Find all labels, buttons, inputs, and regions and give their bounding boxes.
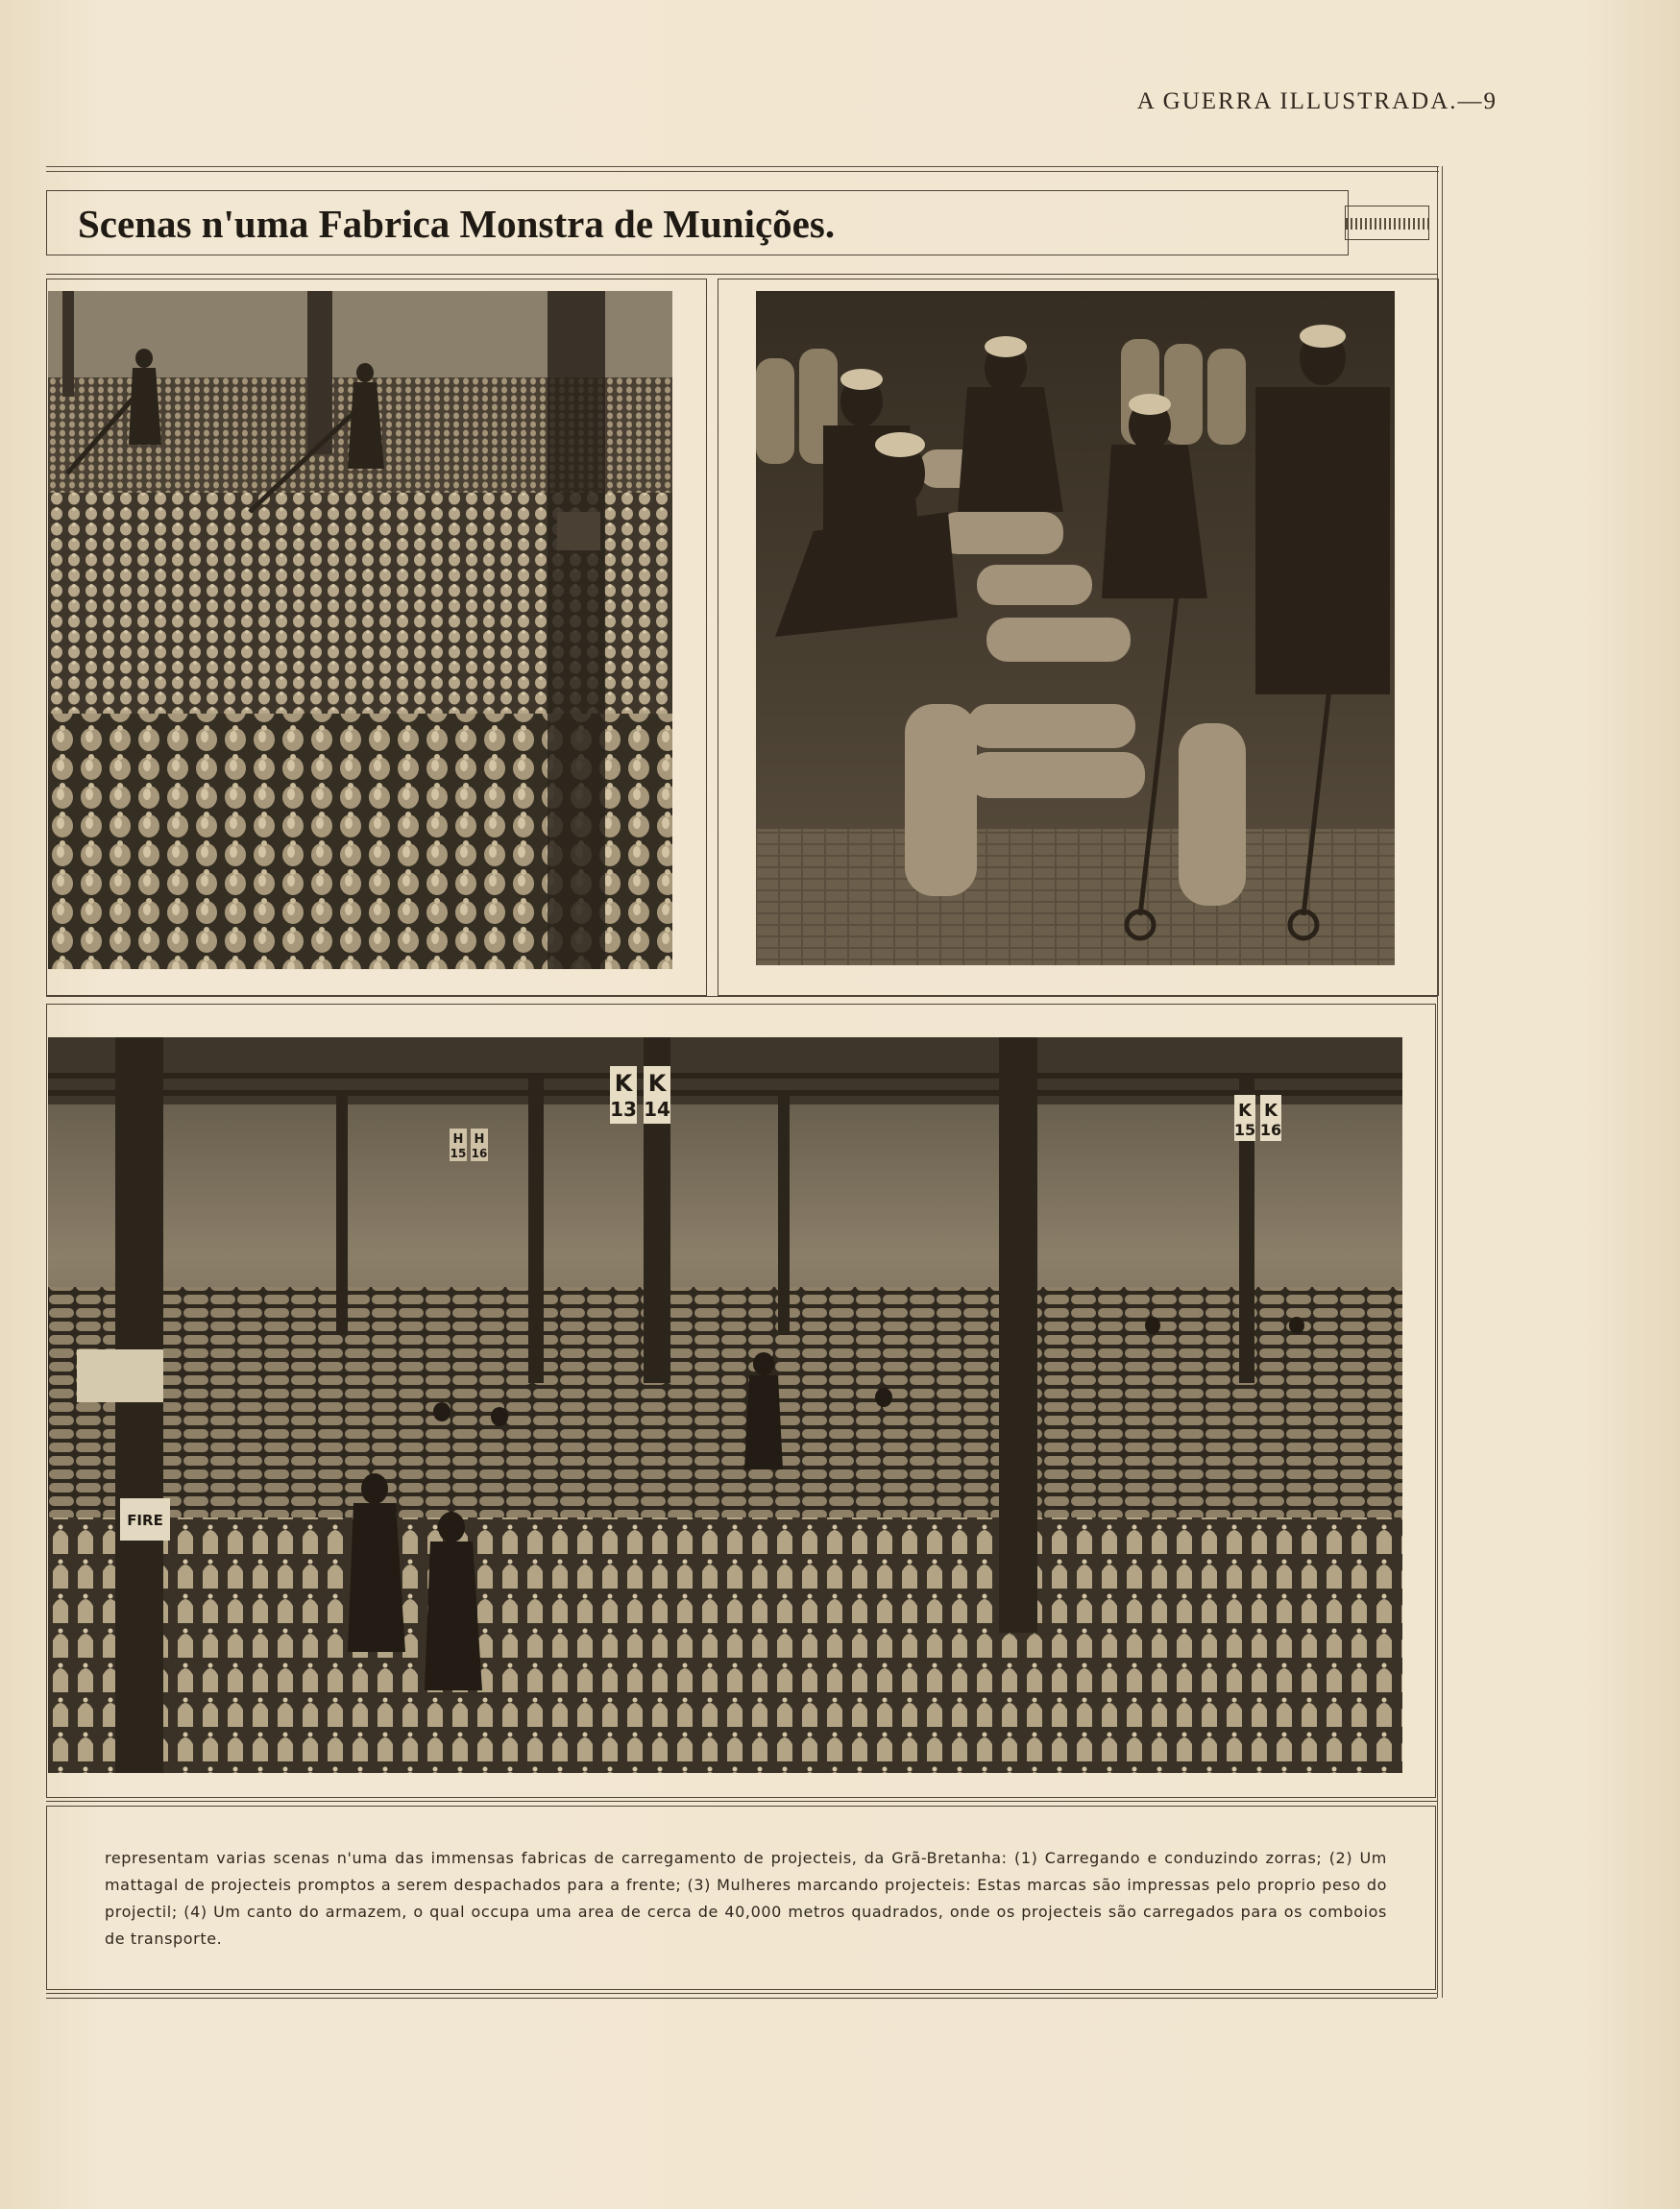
rule-between-rows xyxy=(46,996,1437,997)
sign-h16-letter: H xyxy=(474,1132,485,1147)
title-ornament xyxy=(1345,206,1429,240)
sign-k15-number: 15 xyxy=(1233,1121,1256,1139)
rule-above-caption xyxy=(46,1801,1437,1802)
rule-bottom-2 xyxy=(46,1998,1437,1999)
running-header: A GUERRA ILLUSTRADA.—9 xyxy=(1136,88,1497,114)
photo-women-rows-of-shells xyxy=(48,291,672,969)
title-box xyxy=(46,190,1349,255)
sign-k13-number: 13 xyxy=(610,1098,637,1121)
frame-top-double-rule xyxy=(46,166,1439,172)
article-title: Scenas n'uma Fabrica Monstra de Munições. xyxy=(78,202,836,246)
rule-bottom xyxy=(46,1993,1437,1994)
photo-warehouse-shells xyxy=(48,1037,1402,1773)
sign-fire: FIRE xyxy=(127,1512,163,1529)
sign-k14-number: 14 xyxy=(644,1098,670,1121)
caption-box xyxy=(46,1806,1436,1990)
sign-k16-letter: K xyxy=(1264,1101,1278,1121)
rule-under-title xyxy=(46,274,1437,275)
photo-caption: representam varias scenas n'uma das immensas fabricas de carregamento de projecteis, da Grã-Bretanha: (1) Carregando e conduzindo zorras; (2) Um mattagal de projecteis promptos a serem despachados para a frente; (3) Mulheres marcando projecteis: Estas marcas são impressas pelo proprio peso do projectil; (4) Um canto do armazem, o qual occupa uma area de cerca de 40,000 metros quadrados, onde os projecteis são carregados para os comboios de transporte. xyxy=(105,1849,1387,1948)
sign-k15-letter: K xyxy=(1238,1101,1252,1121)
sign-k13-letter: K xyxy=(614,1070,633,1097)
sign-h15-number: 15 xyxy=(450,1147,467,1160)
sign-h16-number: 16 xyxy=(471,1147,488,1160)
sign-k14-letter: K xyxy=(647,1070,667,1097)
sign-k16-number: 16 xyxy=(1259,1121,1282,1139)
sign-h15-letter: H xyxy=(452,1132,464,1147)
photo-women-marking-shells xyxy=(756,291,1395,965)
